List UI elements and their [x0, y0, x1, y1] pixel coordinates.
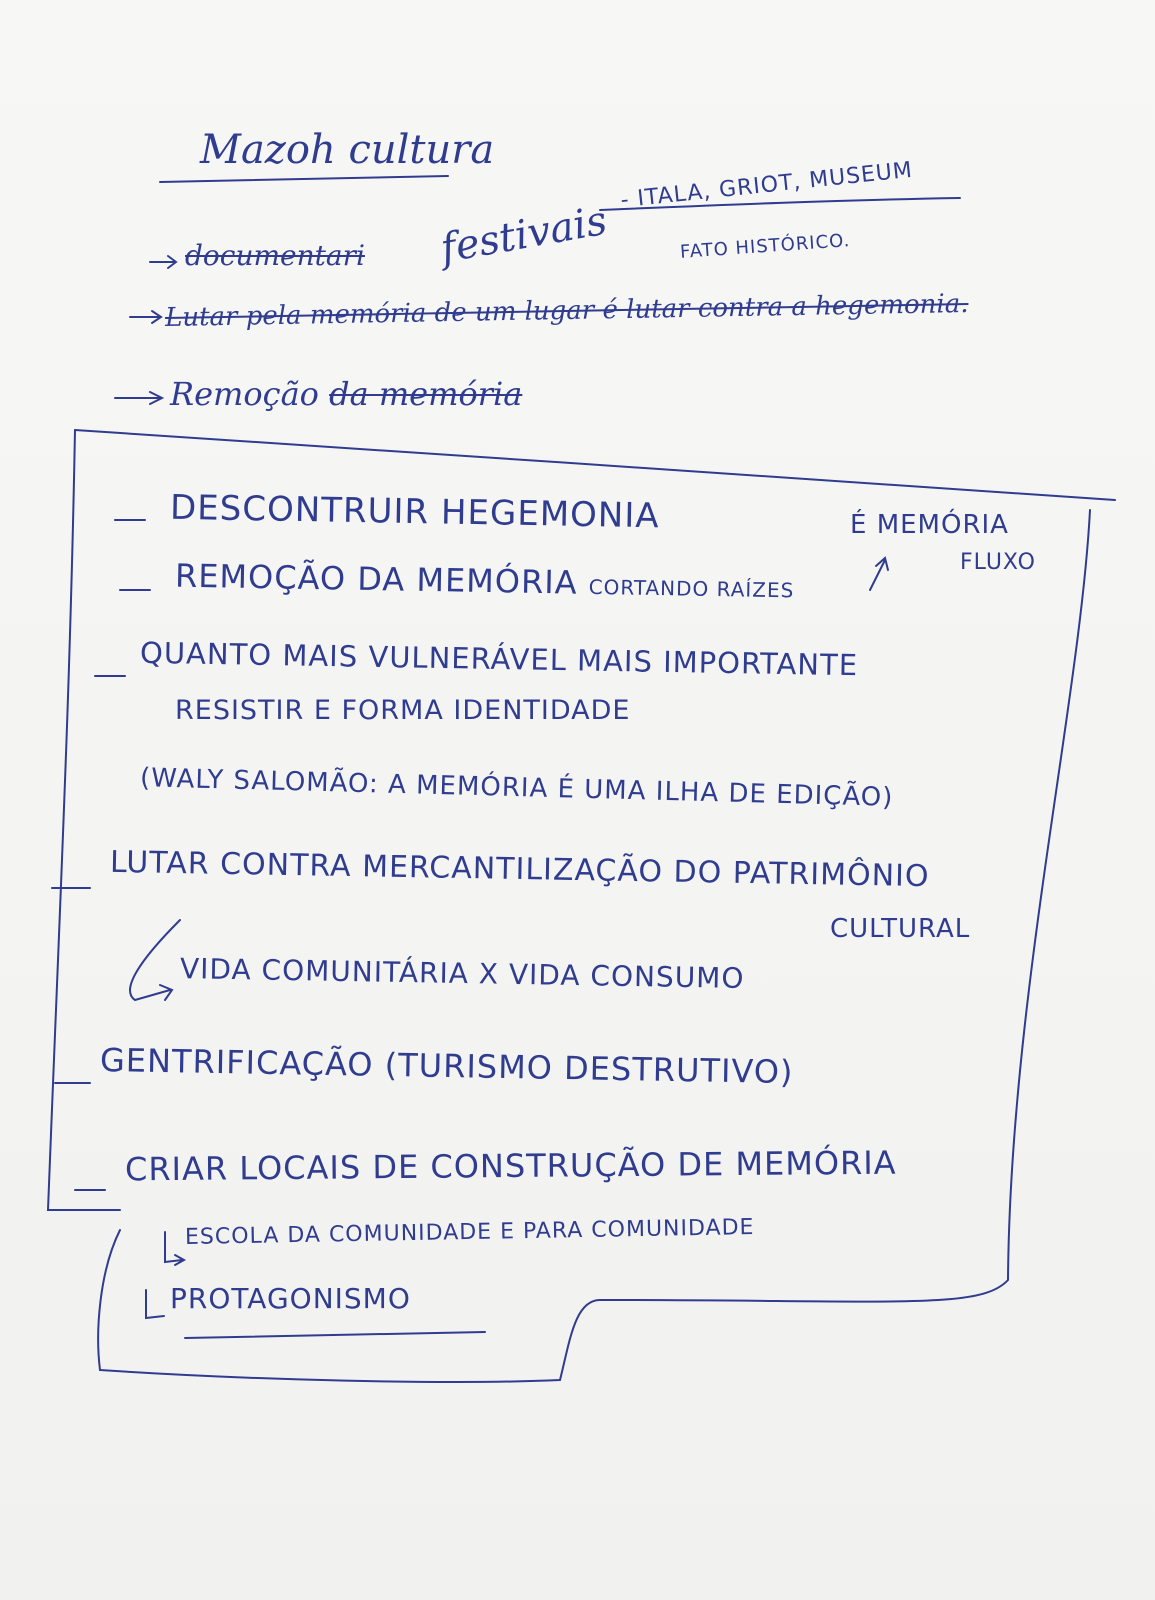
- fato-historico-note: FATO HISTÓRICO.: [679, 230, 851, 263]
- festivals-note: festivais: [437, 197, 611, 273]
- item-remocao-text: REMOÇÃO DA MEMÓRIA: [174, 556, 578, 602]
- remocao-crossed: da memória: [329, 375, 523, 413]
- remocao-note: [170, 375, 523, 413]
- item-vida-comunitaria: VIDA COMUNITÁRIA X VIDA CONSUMO: [179, 952, 745, 995]
- item-mercantilizacao: LUTAR CONTRA MERCANTILIZAÇÃO DO PATRIMÔNIO: [109, 844, 930, 895]
- struck-sentence-text: Lutar pela memória de um lugar é lutar contra a hegemonia.: [164, 288, 969, 334]
- margin-note-fluxo: FLUXO: [960, 550, 1036, 575]
- remocao-prefix: Remoção: [170, 375, 319, 413]
- margin-note-memoria: É MEMÓRIA: [850, 510, 1009, 540]
- item-mercantilizacao-line2: CULTURAL: [830, 914, 971, 944]
- item-vulneravel-line2: RESISTIR E FORMA IDENTIDADE: [175, 695, 631, 726]
- festival-list: - ITALA, GRIOT, MUSEUM: [619, 157, 915, 214]
- struck-sentence: [164, 288, 969, 334]
- item-gentrificacao: GENTRIFICAÇÃO (TURISMO DESTRUTIVO): [99, 1040, 794, 1092]
- item-desconstruir: DESCONTRUIR HEGEMONIA: [169, 487, 660, 537]
- item-remocao: [174, 556, 795, 603]
- item-vulneravel-line1: QUANTO MAIS VULNERÁVEL MAIS IMPORTANTE: [139, 635, 859, 683]
- item-protagonismo: PROTAGONISMO: [170, 1282, 411, 1315]
- item-remocao-small: CORTANDO RAÍZES: [588, 574, 795, 603]
- crossed-word: documentari: [185, 239, 365, 272]
- item-criar-locais: CRIAR LOCAIS DE CONSTRUÇÃO DE MEMÓRIA: [124, 1143, 897, 1189]
- item-vulneravel-quote: (WALY SALOMÃO: A MEMÓRIA É UMA ILHA DE EDIÇÃO): [139, 763, 894, 813]
- item-escola: ESCOLA DA COMUNIDADE E PARA COMUNIDADE: [184, 1215, 755, 1250]
- page-title: Mazoh cultura: [200, 127, 495, 173]
